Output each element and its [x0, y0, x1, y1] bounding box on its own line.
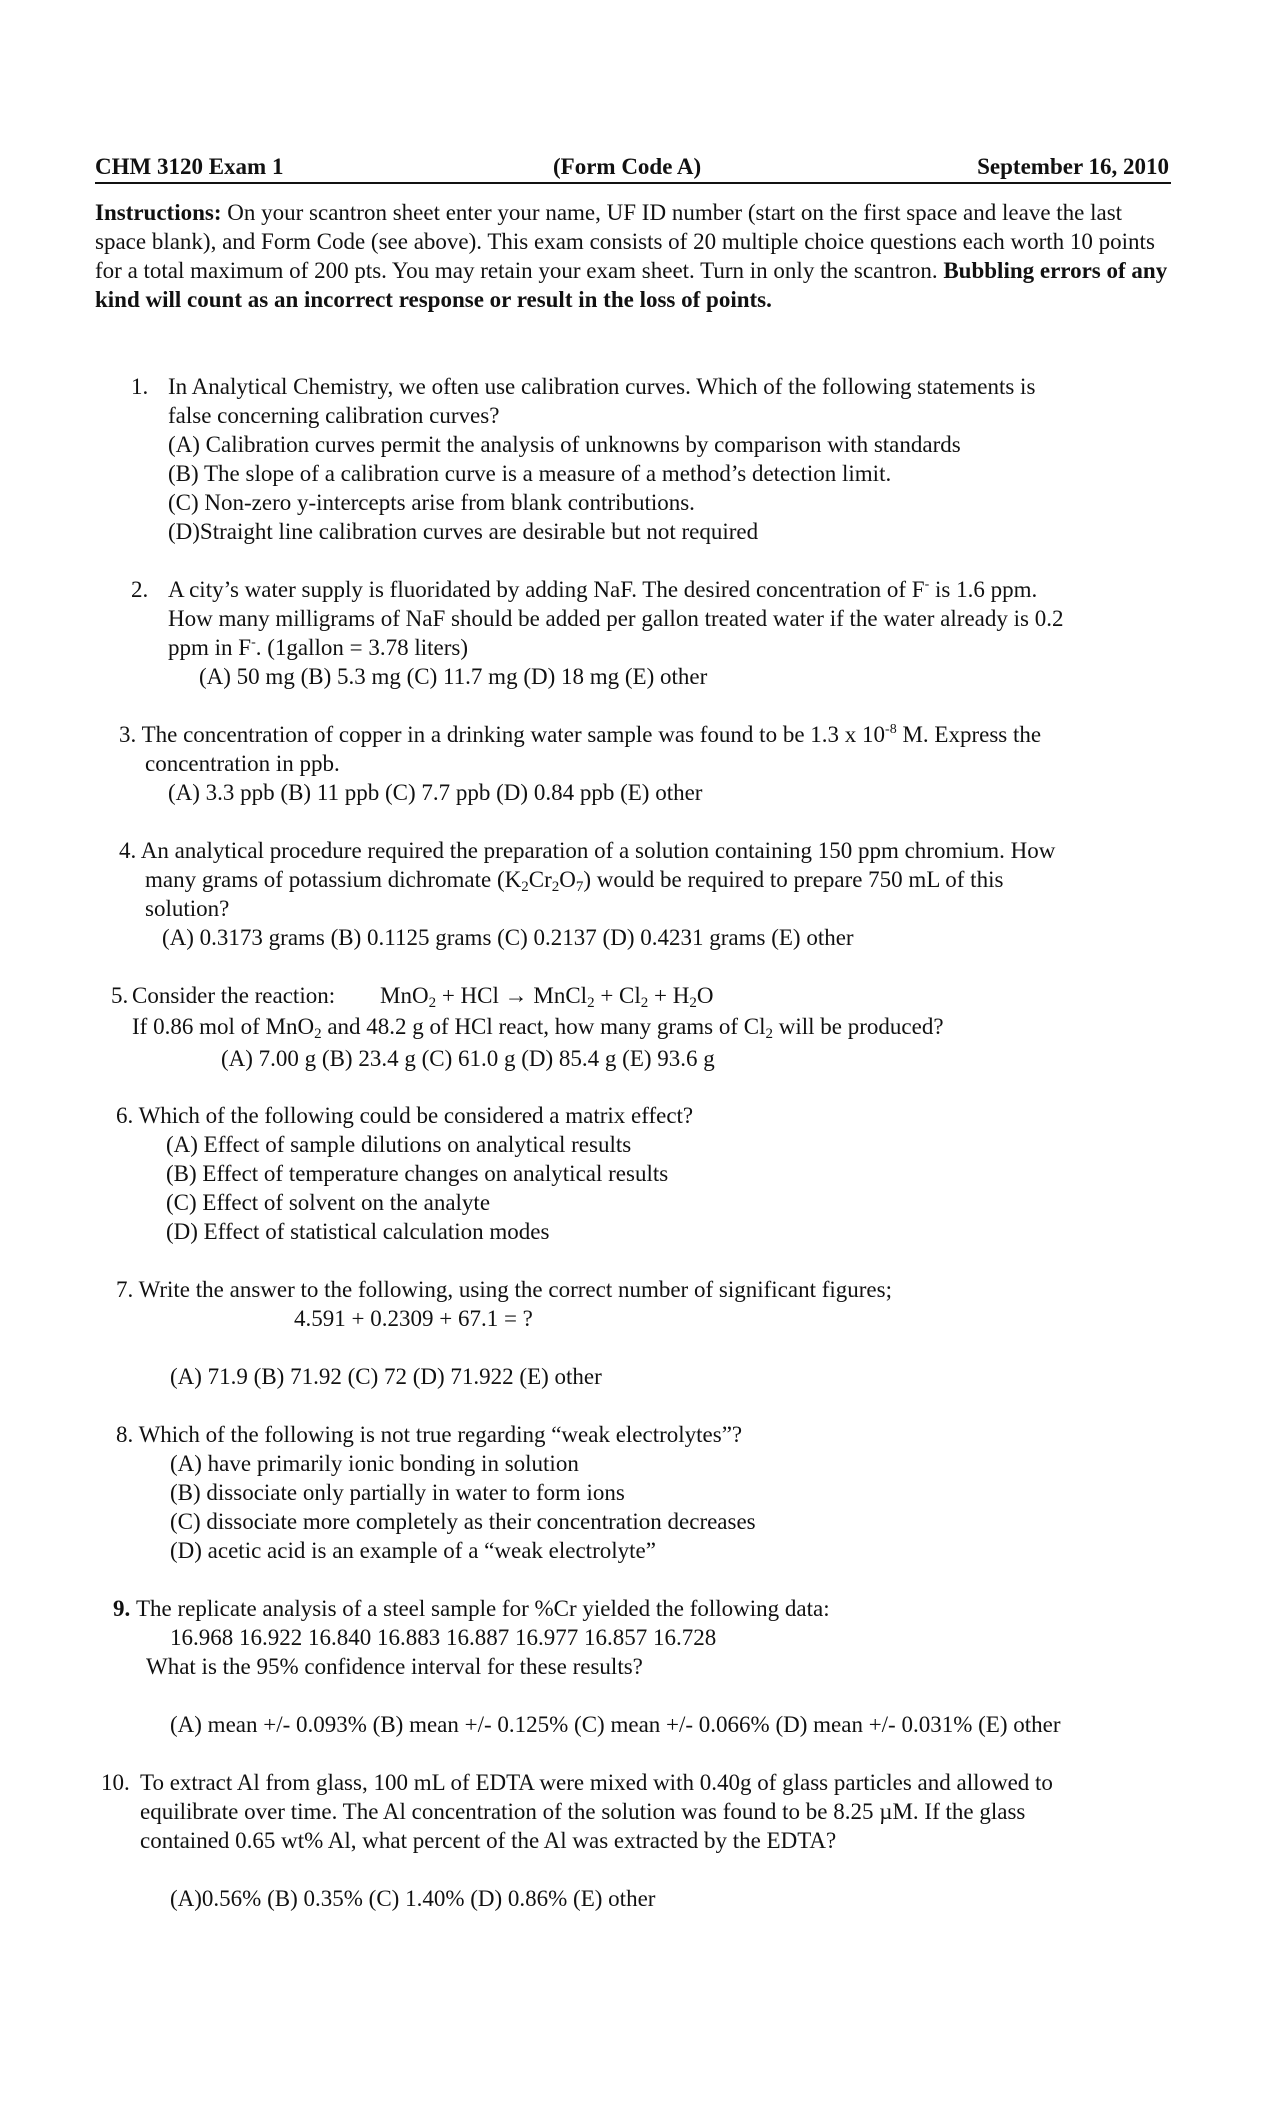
question-text: If 0.86 mol of MnO$_2$ and 48.2 g of HCl react, how many grams of $Cl_2$ will be produced? [132, 1014, 944, 1042]
question-text: ppm in F-. (1gallon = 3.78 liters) [168, 635, 469, 660]
answer-options: (A) 50 mg (B) 5.3 mg (C) 11.7 mg (D) 18 mg (E) other [199, 664, 708, 689]
answer-option: (D) acetic acid is an example of a “weak electrolyte” [170, 1538, 656, 1563]
question-text: concentration in ppb. [145, 751, 340, 776]
answer-option: (B) The slope of a calibration curve is a measure of a method’s detection limit. [168, 461, 892, 486]
question-text: 4. An analytical procedure required the preparation of a solution containing 150 ppm chromium. How [119, 838, 1056, 863]
question-text: A city’s water supply is fluoridated by adding NaF. The desired concentration of F- is 1.6 ppm. [168, 577, 1038, 602]
question-text: equilibrate over time. The Al concentration of the solution was found to be 8.25 µM. If the glass [140, 1799, 1026, 1824]
reaction-equation: MnO$_2$ + HCl → MnCl$_2$ + $Cl_2 + H_2O$ [380, 983, 714, 1011]
question-text: solution? [145, 896, 230, 921]
answer-option: (C) Non-zero y-intercepts arise from blank contributions. [168, 490, 695, 515]
answer-options: (A)0.56% (B) 0.35% (C) 1.40% (D) 0.86% (E) other [170, 1886, 656, 1911]
question-text: The replicate analysis of a steel sample for %Cr yielded the following data: [136, 1596, 830, 1621]
answer-option: (B) dissociate only partially in water to form ions [170, 1480, 625, 1505]
question-text: 8. Which of the following is not true regarding “weak electrolytes”? [116, 1422, 743, 1447]
answer-options: (A) 7.00 g (B) 23.4 g (C) 61.0 g (D) 85.4 g (E) 93.6 g [221, 1046, 715, 1071]
question-text: In Analytical Chemistry, we often use calibration curves. Which of the following statements is [168, 374, 1036, 399]
question-number: 1. [131, 374, 149, 399]
question-text: What is the 95% confidence interval for these results? [146, 1654, 643, 1679]
question-text: To extract Al from glass, 100 mL of EDTA were mixed with 0.40g of glass particles and allowed to [140, 1770, 1053, 1795]
course-title: CHM 3120 Exam 1 [95, 154, 284, 179]
answer-option: (A) have primarily ionic bonding in solution [170, 1451, 579, 1476]
question-number: 5. [111, 983, 129, 1008]
question-text: contained 0.65 wt% Al, what percent of the Al was extracted by the EDTA? [140, 1828, 837, 1853]
question-text: false concerning calibration curves? [168, 403, 500, 428]
answer-options: (A) 0.3173 grams (B) 0.1125 grams (C) 0.2137 (D) 0.4231 grams (E) other [162, 925, 854, 950]
answer-option: (A) Calibration curves permit the analysis of unknowns by comparison with standards [168, 432, 961, 457]
answer-option: (C) dissociate more completely as their concentration decreases [170, 1509, 756, 1534]
question-text: 3. The concentration of copper in a drinking water sample was found to be 1.3 x $10^{-8}$ M. Express the [119, 722, 1042, 747]
answer-options: (A) 71.9 (B) 71.92 (C) 72 (D) 71.922 (E) other [170, 1364, 602, 1389]
arithmetic-expression: 4.591 + 0.2309 + 67.1 = ? [294, 1306, 533, 1331]
answer-options: (A) mean +/- 0.093% (B) mean +/- 0.125% (C) mean +/- 0.066% (D) mean +/- 0.031% (E) other [170, 1712, 1061, 1737]
instructions [95, 198, 1175, 314]
answer-option: (D)Straight line calibration curves are desirable but not required [168, 519, 759, 544]
data-values: 16.968 16.922 16.840 16.883 16.887 16.977 16.857 16.728 [170, 1625, 717, 1650]
answer-option: (C) Effect of solvent on the analyte [166, 1190, 491, 1215]
question-number: 10. [101, 1770, 130, 1795]
answer-option: (B) Effect of temperature changes on analytical results [166, 1161, 669, 1186]
instructions-text: On your scantron sheet enter your name, UF ID number (start on the first space and leave the last space blank), and Form Code (see above). This exam consists of 20 multiple choice questions each worth 10 points for a total maximum of 200 pts. You may retain your exam sheet. Turn in only the scantron. [95, 200, 1155, 283]
answer-options: (A) 3.3 ppb (B) 11 ppb (C) 7.7 ppb (D) 0.84 ppb (E) other [168, 780, 703, 805]
exam-header [95, 152, 1171, 184]
form-code: (Form Code A) [553, 154, 702, 179]
question-text: How many milligrams of NaF should be added per gallon treated water if the water already is 0.2 [168, 606, 1064, 631]
question-number: 2. [131, 577, 149, 602]
instructions-label: Instructions: [95, 200, 222, 225]
exam-date: September 16, 2010 [977, 154, 1169, 179]
answer-option: (D) Effect of statistical calculation modes [166, 1219, 550, 1244]
question-text: Consider the reaction: [132, 983, 336, 1008]
question-text: 7. Write the answer to the following, using the correct number of significant figures; [116, 1277, 892, 1302]
question-number: 9. [113, 1596, 131, 1621]
question-text: many grams of potassium dichromate $(K_2Cr_2O_7)$ would be required to prepare 750 mL of this [145, 867, 1004, 895]
answer-option: (A) Effect of sample dilutions on analytical results [166, 1132, 632, 1157]
instructions-warning: Bubbling errors of any kind will count as an incorrect response or result in the loss of points. [95, 258, 1168, 312]
question-text: 6. Which of the following could be considered a matrix effect? [116, 1103, 694, 1128]
